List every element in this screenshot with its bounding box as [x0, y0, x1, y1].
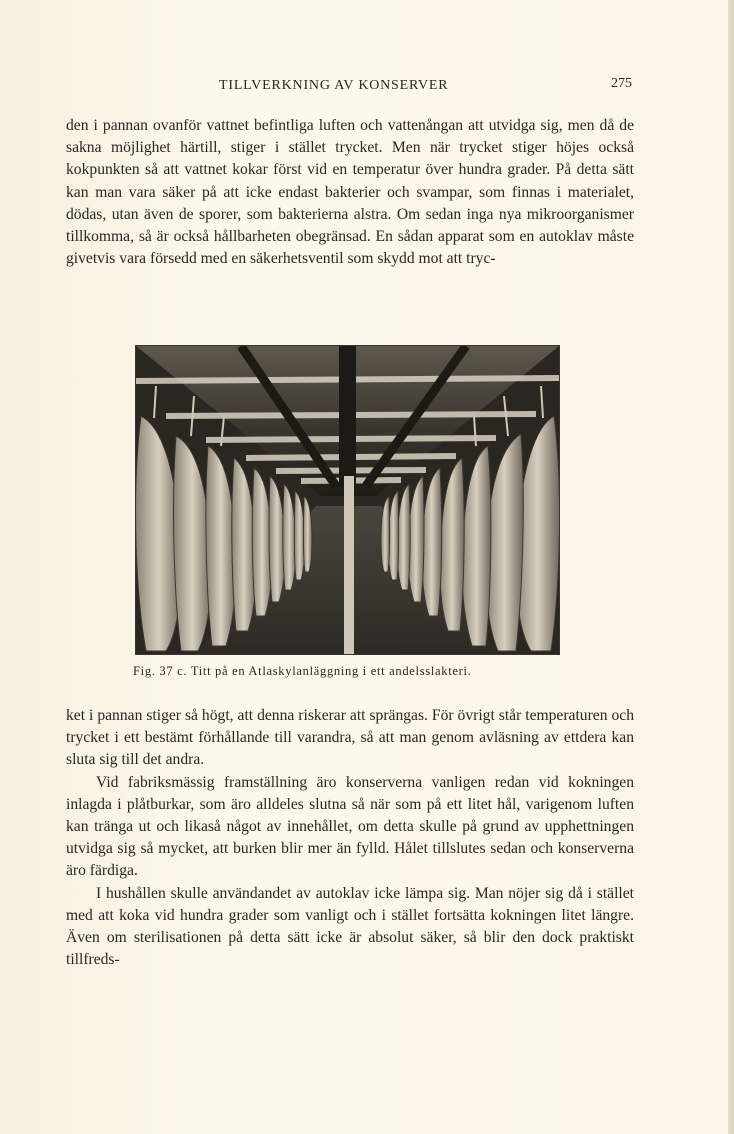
- figure-photo: [135, 345, 560, 655]
- body-text-top: [66, 115, 634, 270]
- page-edge: [728, 0, 734, 1134]
- page-header: [60, 76, 640, 98]
- running-title: TILLVERKNING AV KONSERVER: [219, 78, 449, 93]
- paragraph: I hushållen skulle användandet av autoklav icke lämpa sig. Man nöjer sig då i stället med att koka vid hundra grader som vanligt och i stället fortsätta kokningen litet längre. Även om sterilisationen på detta sätt icke är absolut säker, så blir den dock praktiskt tillfreds-: [66, 884, 634, 969]
- figure-caption: Fig. 37 c. Titt på en Atlaskylanläggning i ett andelsslakteri.: [133, 664, 472, 678]
- paragraph: Vid fabriksmässig framställning äro konserverna vanligen redan vid kokningen inlagda i plåtburkar, som äro alldeles slutna så när som på ett litet hål, varigenom luften kan tränga ut och likaså något av innehållet, om detta skulle på grund av upphettningen utvidga sig så mycket, att burken blir mer än fylld. Hålet tillslutes sedan och konserverna äro färdiga.: [66, 773, 634, 880]
- paragraph: ket i pannan stiger så högt, att denna riskerar att sprängas. För övrigt står temperaturen och trycket i ett bestämt förhållande till varandra, så att man genom avläsning av ettdera kan sluta sig till det andra.: [66, 707, 634, 769]
- cold-storage-photo: [136, 346, 559, 654]
- page-number: 275: [611, 76, 632, 91]
- body-text-bottom: [66, 705, 634, 971]
- paragraph: den i pannan ovanför vattnet befintliga luften och vattenångan att utvidga sig, men då de sakna möjlighet härtill, stiger i stället trycket. Men när trycket stiger höjes också kokpunkten så att vattnet kokar först vid en temperatur över hundra grader. På detta sätt kan man vara säker på att icke endast bakterier och svampar, som finnas i materialet, dödas, utan även de sporer, som bakterierna alstra. Om sedan inga nya mikroorganismer tillkomma, så är också hållbarheten obegränsad. En sådan apparat som en autoklav måste givetvis vara försedd med en säkerhetsventil som skydd mot att tryc-: [66, 117, 634, 268]
